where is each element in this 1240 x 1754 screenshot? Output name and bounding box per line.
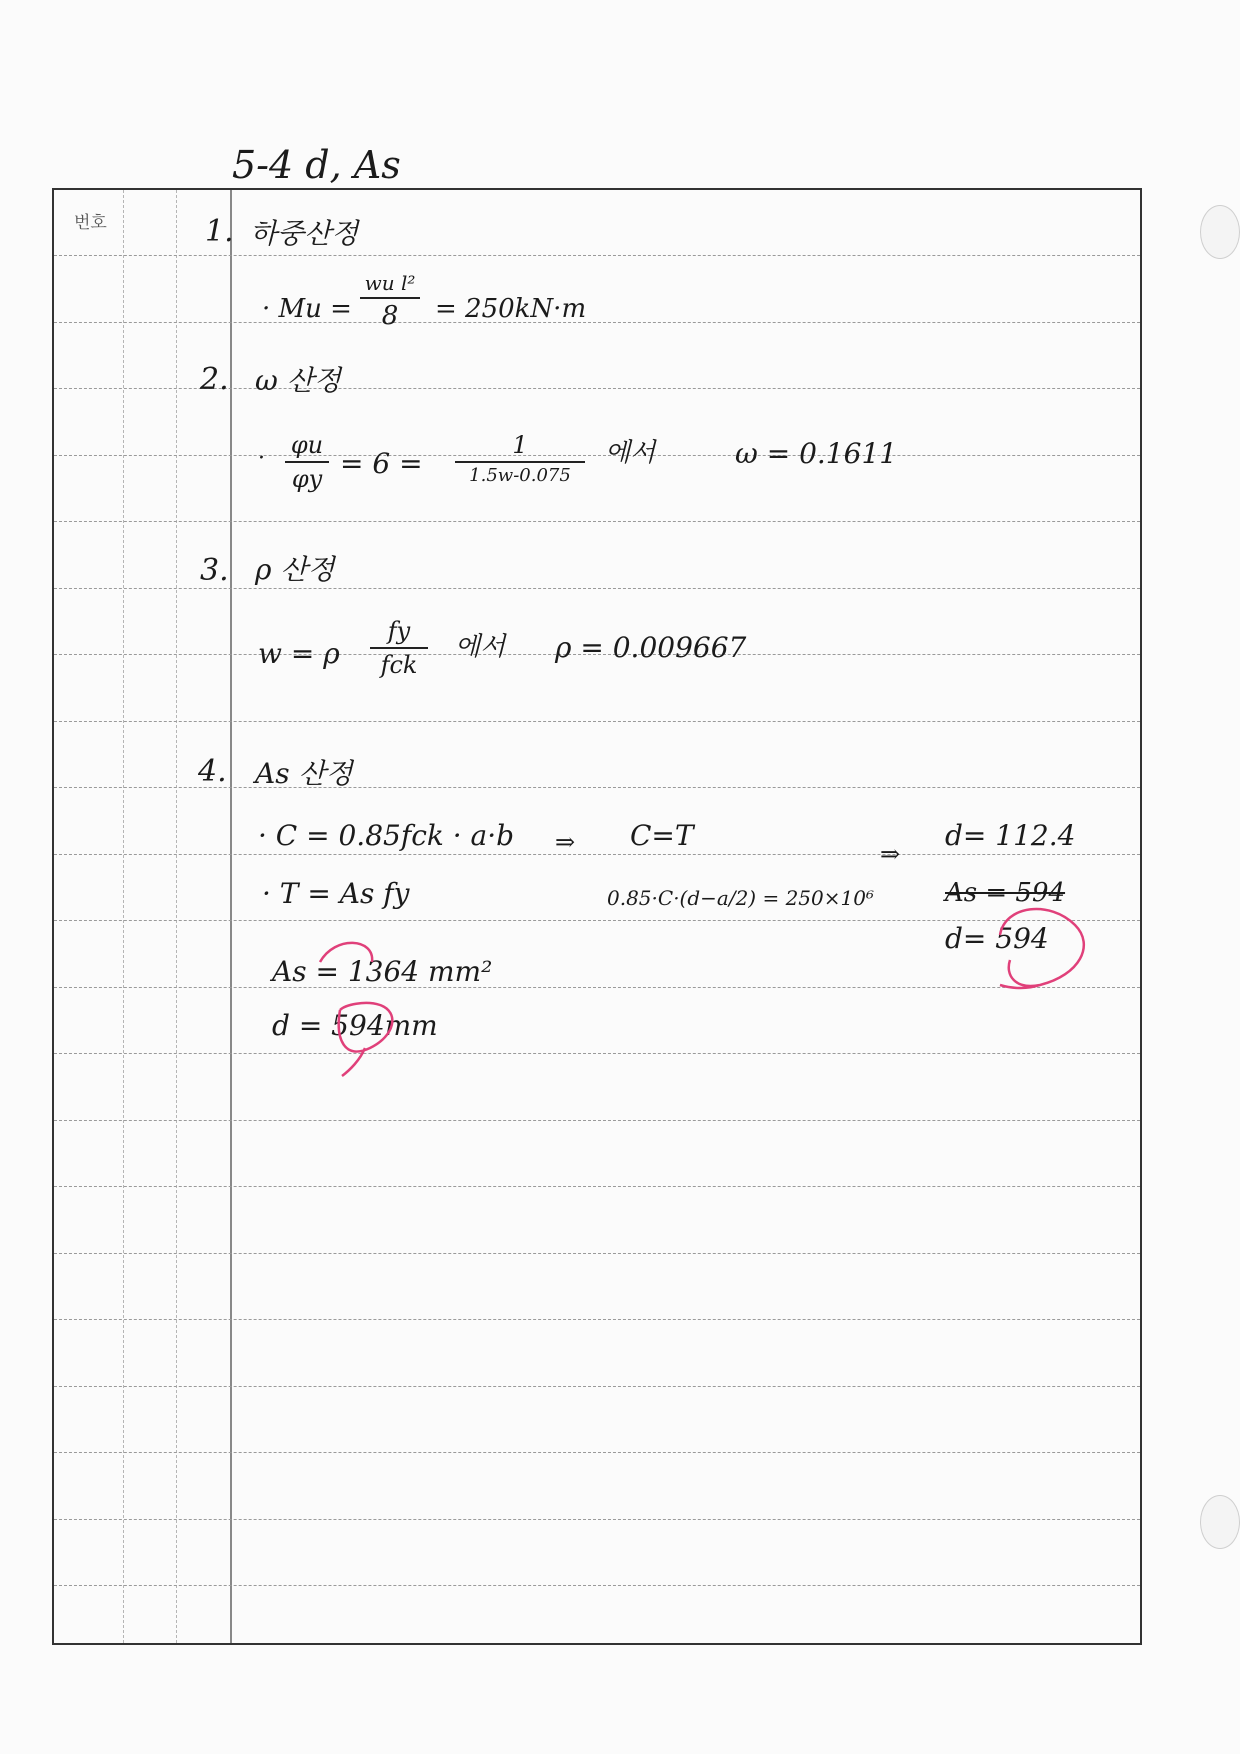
step3-word: 에서 [455,632,506,662]
step4-compression: · C = 0.85fck · a·b [258,819,515,852]
step-2-heading: ω 산정 [255,364,341,397]
step3-result: ρ = 0.009667 [555,631,747,664]
step1-denominator: 8 [381,301,399,331]
step1-moment-rhs: = 250kN·m [435,294,587,324]
page-title: 5-4 d, As [232,143,401,187]
circle-mark-d-bottom [339,1003,393,1076]
step4-d-first: d= 112.4 [945,819,1076,852]
step-3-heading: ρ 산정 [255,553,335,586]
step3-numerator: fy [387,617,411,645]
step2-equals: = 6 = [340,447,423,480]
step4-as-struck: As = 594 [945,878,1066,908]
step-2-number: 2. [200,362,229,397]
step4-arrow-1: ⇒ [555,828,576,856]
step-1-number: 1. [205,214,234,249]
circle-mark-d-right [1000,909,1084,988]
step-4-heading: As 산정 [255,757,353,790]
step4-d-second: d= 594 [945,922,1049,955]
step2-lhs-denominator: φy [291,465,323,494]
step4-arrow-2: ⇒ [880,840,901,868]
step3-denominator: fck [380,651,418,680]
step4-as-result: As = 1364 mm² [272,955,493,988]
step-4-number: 4. [198,754,227,789]
header-label: 번호 [74,213,107,233]
step-3-number: 3. [200,553,229,588]
step1-moment-lhs: · Mu = [262,294,352,324]
step4-c-equals-t: C=T [630,819,694,852]
step2-lhs-numerator: φu [290,431,324,459]
step3-lhs: w = ρ [258,637,340,670]
step-1-heading: 하중산정 [250,217,359,250]
step4-equilibrium: 0.85·C·(d−a/2) = 250×10⁶ [607,886,874,910]
step2-rhs-denominator: 1.5w-0.075 [469,465,571,487]
step2-word: 에서 [605,438,656,468]
step2-result: ω = 0.1611 [735,437,898,470]
step2-rhs-numerator: 1 [512,431,528,459]
step4-d-result: d = 594mm [272,1009,438,1042]
step1-numerator: wu l² [364,271,416,295]
circle-mark-as [320,943,372,962]
step2-bullet: · [258,446,265,471]
step4-tension: · T = As fy [262,877,410,910]
